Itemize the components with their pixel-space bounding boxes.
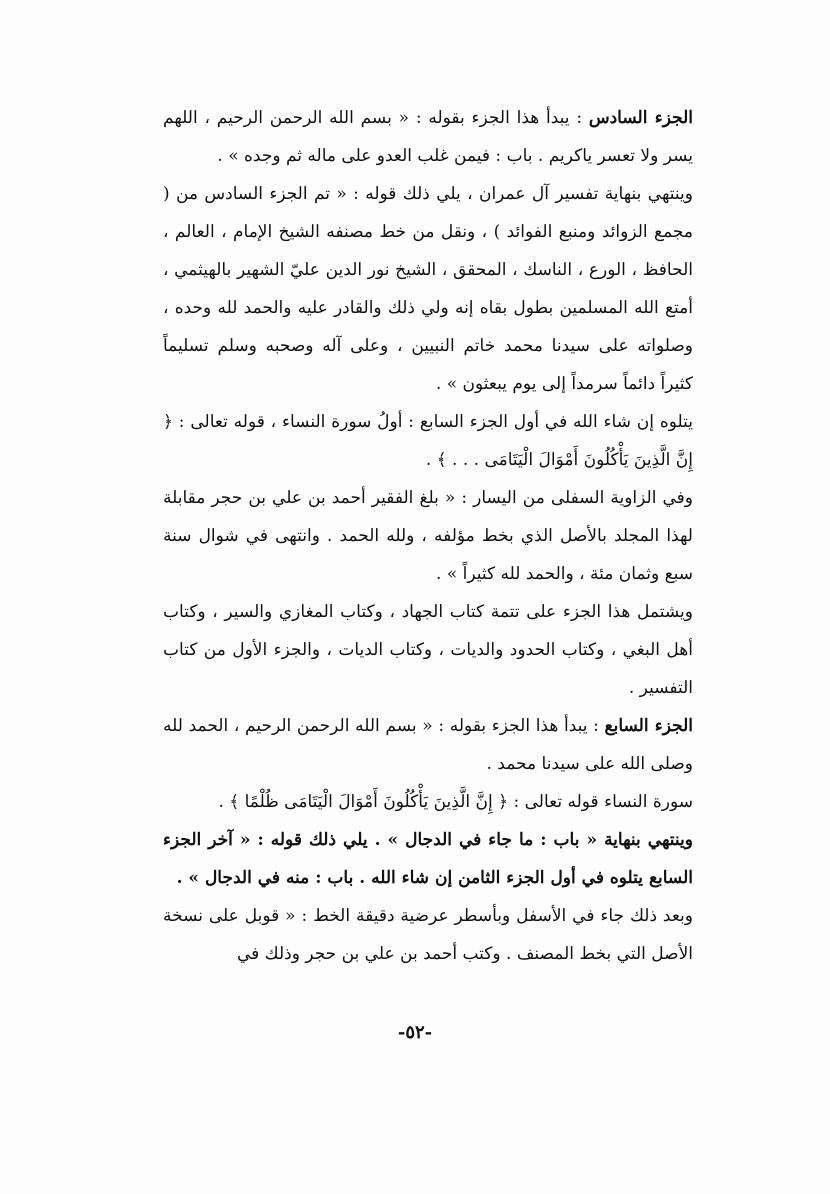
- paragraph-8: وينتهي بنهاية « باب : ما جاء في الدجال » . يلي ذلك قوله : « آخر الجزء السابع يتلوه في أول الجزء الثامن إن شاء الله . باب : منه في الدجال » .: [163, 830, 693, 888]
- section-heading-part-six: الجزء السادس: [588, 108, 693, 128]
- paragraph-4: وفي الزاوية السفلى من اليسار : « بلغ الفقير أحمد بن علي بن حجر مقابلة لهذا المجلد بالأصل الذي بخط مؤلفه ، ولله الحمد . وانتهى في شوال سنة سبع وثمان مئة ، والحمد لله كثيراً » .: [163, 488, 693, 584]
- section-heading-part-seven: الجزء السابع: [604, 716, 693, 736]
- paragraph-2: وينتهي بنهاية تفسير آل عمران ، يلي ذلك قوله : « تم الجزء السادس من ( مجمع الزوائد ومنبع الفوائد ) ، ونقل من خط مصنفه الشيخ الإمام ، العالم ، الحافظ ، الورع ، الناسك ، المحقق ، الشيخ نور الدين عليّ الشهير بالهيثمي ، أمتع الله المسلمين بطول بقاه إنه ولي ذلك والقادر عليه والحمد لله وحده ، وصلواته على سيدنا محمد خاتم النبيين ، وعلى آله وصحبه وسلم تسليماً كثيراً دائماً سرمداً إلى يوم يبعثون » .: [163, 184, 693, 394]
- paragraph-1-text: : يبدأ هذا الجزء بقوله : « بسم الله الرحمن الرحيم ، اللهم يسر ولا تعسر ياكريم . باب : فيمن غلب العدو على ماله ثم وجده » .: [163, 108, 693, 166]
- paragraph-7: سورة النساء قوله تعالى : ﴿ إِنَّ الَّذِينَ يَأْكُلُونَ أَمْوَالَ الْيَتَامَى ظُلْمًا ﴾ .: [218, 792, 693, 812]
- paragraph-6-text: : يبدأ هذا الجزء بقوله : « بسم الله الرحمن الرحيم ، الحمد لله وصلى الله على سيدنا محمد .: [163, 716, 693, 774]
- paragraph-6: [163, 707, 711, 783]
- body-text: [163, 99, 711, 973]
- paragraph-9: وبعد ذلك جاء في الأسفل وبأسطر عرضية دقيقة الخط : « قوبل على نسخة الأصل التي بخط المصنف . وكتب أحمد بن علي بن حجر وذلك في: [163, 906, 693, 964]
- paragraph-1: [163, 99, 711, 175]
- page-number: -٥٢-: [397, 1022, 433, 1043]
- paragraph-3: يتلوه إن شاء الله في أول الجزء السابع : أولُ سورة النساء ، قوله تعالى : ﴿ إِنَّ الَّذِينَ يَأْكُلُونَ أَمْوَالَ الْيَتَامَى . . . ﴾ .: [163, 412, 693, 470]
- paragraph-5: ويشتمل هذا الجزء على تتمة كتاب الجهاد ، وكتاب المغازي والسير ، وكتاب أهل البغي ، وكتاب الحدود والديات ، وكتاب الديات ، والجزء الأول من كتاب التفسير .: [163, 602, 693, 698]
